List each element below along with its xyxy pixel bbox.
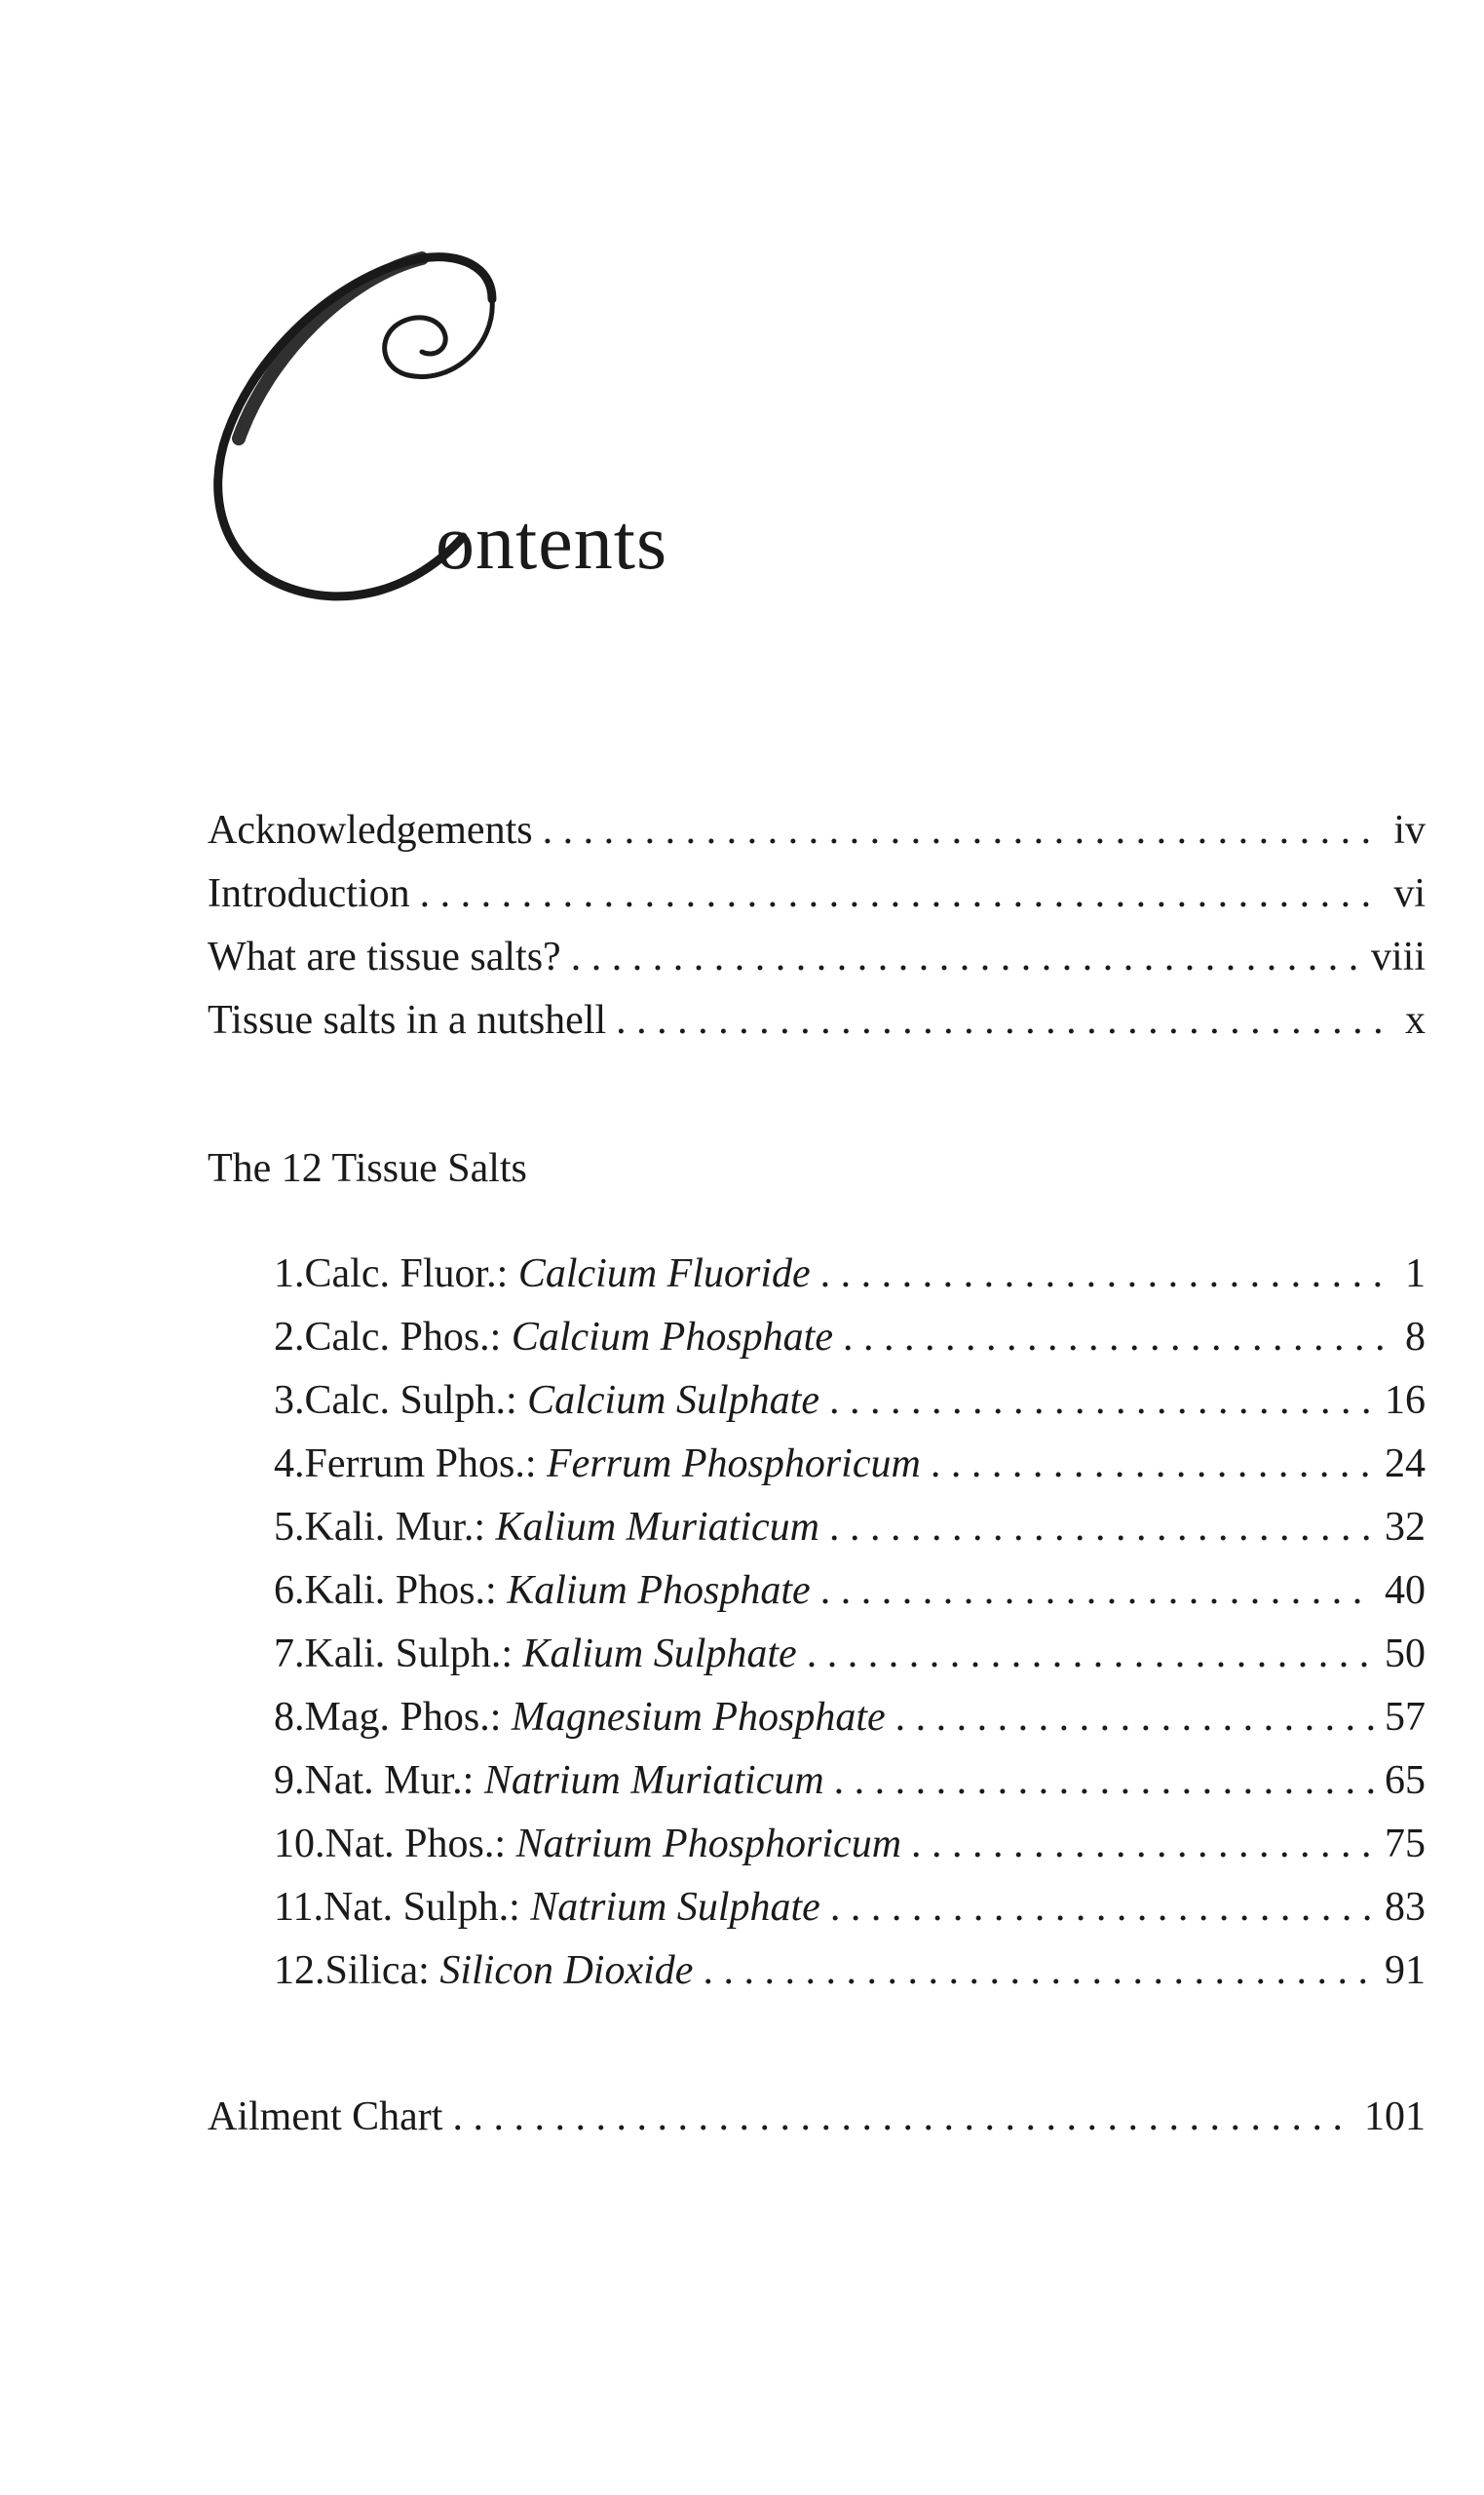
toc-entry-page: 83 <box>1385 1885 1426 1930</box>
toc-entry-number: 11. <box>274 1885 323 1930</box>
salt-latin-name: Kalium Phosphate <box>507 1568 811 1613</box>
toc-entry-label: What are tissue salts? <box>208 935 561 979</box>
page-title <box>200 239 745 609</box>
toc-entry-page: 57 <box>1385 1695 1426 1740</box>
toc-entry[interactable] <box>274 1757 1426 1812</box>
salt-short-name: Nat. Mur.: <box>304 1758 475 1803</box>
toc-entry-page: 24 <box>1385 1441 1426 1486</box>
toc-entry-label <box>305 1504 820 1551</box>
toc-entry-label <box>305 1250 811 1297</box>
toc-entry[interactable] <box>274 1884 1426 1938</box>
toc-entry-page: 101 <box>1364 2094 1426 2139</box>
toc-entry-page: 40 <box>1385 1568 1426 1613</box>
toc-entry-label <box>325 1821 902 1867</box>
salt-short-name: Kali. Phos.: <box>304 1568 497 1613</box>
toc-entry-number: 7. <box>274 1631 305 1676</box>
toc-entry-label <box>305 1314 833 1361</box>
salt-short-name: Calc. Sulph.: <box>304 1378 517 1423</box>
section-heading: The 12 Tissue Salts <box>208 1146 527 1191</box>
toc-entry-number: 10. <box>274 1822 325 1866</box>
toc-entry[interactable] <box>274 1250 1426 1305</box>
salt-latin-name: Calcium Sulphate <box>527 1378 819 1423</box>
toc-entry-page: 75 <box>1385 1822 1426 1866</box>
toc-entry[interactable] <box>274 1631 1426 1685</box>
leader-dots <box>911 1821 1375 1867</box>
salt-short-name: Kali. Mur.: <box>304 1505 485 1550</box>
leader-dots <box>820 1567 1375 1614</box>
leader-dots <box>543 807 1385 854</box>
toc-entry-number: 4. <box>274 1441 305 1486</box>
toc-entry-page: 16 <box>1385 1378 1426 1423</box>
toc-entry-label <box>305 1757 824 1804</box>
toc-entry-page: 65 <box>1385 1758 1426 1803</box>
toc-entry[interactable] <box>274 1567 1426 1622</box>
toc-entry-page: 32 <box>1385 1505 1426 1550</box>
toc-entry-page: 8 <box>1405 1315 1426 1360</box>
toc-entry-number: 1. <box>274 1251 305 1296</box>
salt-short-name: Mag. Phos.: <box>304 1695 502 1740</box>
salt-short-name: Kali. Sulph.: <box>304 1631 514 1676</box>
toc-entry-number: 6. <box>274 1568 305 1613</box>
toc-entry-label <box>325 1947 694 1994</box>
toc-entry[interactable] <box>208 2093 1426 2148</box>
toc-entry[interactable] <box>274 1504 1426 1558</box>
toc-entry[interactable] <box>274 1440 1426 1495</box>
toc-entry-number: 3. <box>274 1378 305 1423</box>
leader-dots <box>834 1757 1375 1804</box>
salt-latin-name: Natrium Sulphate <box>530 1885 820 1930</box>
toc-entry[interactable] <box>274 1821 1426 1875</box>
toc-entry-label <box>305 1567 811 1614</box>
toc-entry-number: 9. <box>274 1758 305 1803</box>
leader-dots <box>420 870 1385 917</box>
salt-latin-name: Natrium Phosphoricum <box>515 1822 902 1866</box>
toc-entry[interactable] <box>274 1377 1426 1432</box>
title-text: ontents <box>436 500 668 586</box>
salt-latin-name: Magnesium Phosphate <box>511 1695 886 1740</box>
toc-entry[interactable] <box>274 1947 1426 2002</box>
leader-dots <box>820 1250 1395 1297</box>
salt-latin-name: Natrium Muriaticum <box>483 1758 824 1803</box>
salt-latin-name: Ferrum Phosphoricum <box>547 1441 921 1486</box>
toc-entry-label <box>305 1440 921 1487</box>
toc-entry-number: 12. <box>274 1948 325 1993</box>
toc-entry-number: 5. <box>274 1505 305 1550</box>
salt-latin-name: Kalium Sulphate <box>522 1631 797 1676</box>
leader-dots <box>571 934 1361 980</box>
salt-latin-name: Calcium Phosphate <box>511 1315 833 1360</box>
salt-short-name: Ferrum Phos.: <box>304 1441 537 1486</box>
toc-entry[interactable] <box>274 1694 1426 1748</box>
toc-entry-label <box>323 1884 820 1931</box>
leader-dots <box>703 1947 1375 1994</box>
toc-entry-page: 1 <box>1405 1251 1426 1296</box>
leader-dots <box>829 1377 1375 1424</box>
leader-dots <box>452 2093 1354 2140</box>
salt-latin-name: Kalium Muriaticum <box>495 1505 819 1550</box>
toc-entry-page: viii <box>1370 935 1426 979</box>
salt-short-name: Calc. Phos.: <box>304 1315 502 1360</box>
toc-entry-page: iv <box>1393 808 1426 853</box>
toc-entry-label: Introduction <box>208 871 410 916</box>
toc-entry-label <box>305 1694 886 1741</box>
toc-entry[interactable] <box>208 807 1426 862</box>
leader-dots <box>830 1884 1375 1931</box>
toc-entry-number: 8. <box>274 1695 305 1740</box>
toc-entry-page: x <box>1405 998 1426 1043</box>
toc-entry-label: Tissue salts in a nutshell <box>208 998 607 1043</box>
toc-entry-label <box>305 1631 797 1677</box>
toc-entry-label: Acknowledgements <box>208 808 533 853</box>
toc-entry-page: 50 <box>1385 1631 1426 1676</box>
toc-entry[interactable] <box>208 997 1426 1052</box>
toc-entry-label: Ailment Chart <box>208 2094 443 2139</box>
salt-short-name: Calc. Fluor.: <box>304 1251 509 1296</box>
toc-entry-page: 91 <box>1385 1948 1426 1993</box>
salt-short-name: Nat. Sulph.: <box>323 1885 520 1930</box>
toc-entry[interactable] <box>208 870 1426 925</box>
leader-dots <box>843 1314 1395 1361</box>
toc-entry-page: vi <box>1393 871 1426 916</box>
toc-entry[interactable] <box>274 1314 1426 1368</box>
leader-dots <box>931 1440 1375 1487</box>
salt-latin-name: Silicon Dioxide <box>439 1948 694 1993</box>
leader-dots <box>895 1694 1375 1741</box>
salt-short-name: Nat. Phos.: <box>324 1822 507 1866</box>
toc-entry-number: 2. <box>274 1315 305 1360</box>
leader-dots <box>807 1631 1375 1677</box>
toc-entry[interactable] <box>208 934 1426 988</box>
leader-dots <box>616 997 1395 1044</box>
leader-dots <box>829 1504 1375 1551</box>
salt-short-name: Silica: <box>324 1948 430 1993</box>
toc-entry-label <box>305 1377 819 1424</box>
salt-latin-name: Calcium Fluoride <box>517 1251 811 1296</box>
